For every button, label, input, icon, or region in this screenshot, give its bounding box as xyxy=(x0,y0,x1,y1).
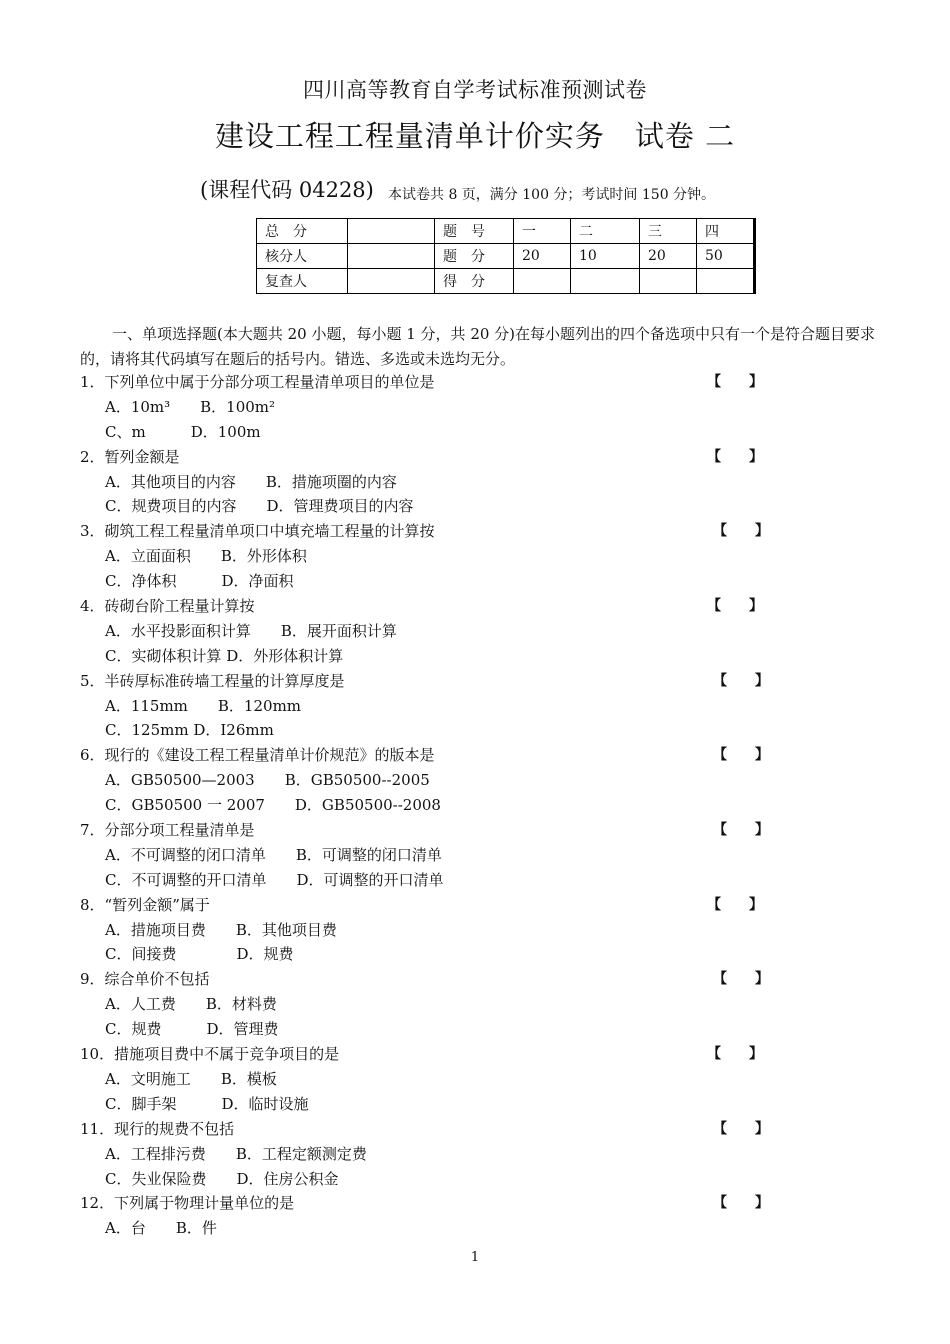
score-table-cell xyxy=(697,269,755,294)
question-list xyxy=(80,370,800,1241)
exam-paper-title: 建设工程工程量清单计价实务 试卷 二 xyxy=(214,119,736,153)
exam-note: 本试卷共 8 页，满分 100 分；考试时间 150 分钟。 xyxy=(388,187,716,203)
question-stem xyxy=(80,1117,800,1142)
question-text: 5．半砖厚标准砖墙工程量的计算厚度是 xyxy=(80,671,345,690)
question-text: 3．砌筑工程工程量清单项口中填充墙工程量的计算按 xyxy=(80,522,435,541)
answer-bracket[interactable]: 【 】 xyxy=(707,598,763,615)
answer-options: A．不可调整的闭口清单 B．可调整的闭口清单 xyxy=(105,845,442,864)
answer-bracket[interactable]: 【 】 xyxy=(707,374,763,390)
answer-options: A．立面面积 B．外形体积 xyxy=(105,547,307,566)
score-table-cell: 20 xyxy=(640,244,697,269)
question-stem xyxy=(80,1042,800,1067)
answer-options: A．台 B．件 xyxy=(105,1219,217,1238)
answer-bracket[interactable]: 【 】 xyxy=(713,1195,769,1212)
question-stem xyxy=(80,519,800,544)
score-table-cell: 题 分 xyxy=(435,244,514,269)
question-stem xyxy=(80,1191,800,1216)
answer-options: A．10m³ B．100m² xyxy=(105,397,276,416)
section-instructions xyxy=(80,322,880,372)
answer-bracket[interactable]: 【 】 xyxy=(713,747,769,764)
answer-bracket[interactable]: 【 】 xyxy=(707,896,763,913)
answer-bracket[interactable]: 【 】 xyxy=(713,971,769,988)
score-table-cell: 题 号 xyxy=(435,219,514,244)
answer-options: C．净体积 D．净面积 xyxy=(105,572,294,591)
answer-options: A．措施项目费 B．其他项目费 xyxy=(105,920,337,939)
score-table-cell xyxy=(514,269,571,294)
question-text: 4．砖砌台阶工程量计算按 xyxy=(80,597,255,616)
score-table-cell: 50 xyxy=(697,244,755,269)
score-table-cell xyxy=(348,269,435,294)
score-table-cell: 10 xyxy=(571,244,640,269)
answer-bracket[interactable]: 【 】 xyxy=(713,672,769,689)
score-table-cell: 四 xyxy=(697,219,755,244)
answer-options: C．GB50500 一 2007 D．GB50500--2008 xyxy=(105,796,441,815)
score-table-cell: 总 分 xyxy=(257,219,348,244)
answer-options: C、m D．100m xyxy=(105,422,261,441)
score-table-cell: 20 xyxy=(514,244,571,269)
score-table-row xyxy=(257,269,755,294)
question-text: 11．现行的规费不包括 xyxy=(80,1119,235,1138)
question-stem xyxy=(80,967,800,992)
score-table-cell xyxy=(640,269,697,294)
question-stem xyxy=(80,893,800,918)
question-stem xyxy=(80,445,800,470)
answer-options: C．规费项目的内容 D．管理费项目的内容 xyxy=(105,497,414,516)
score-table-row xyxy=(257,244,755,269)
question-text: 6．现行的《建设工程工程量清单计价规范》的版本是 xyxy=(80,746,435,765)
answer-options: C．脚手架 D．临时设施 xyxy=(105,1094,309,1113)
score-table xyxy=(256,218,756,294)
score-table-cell xyxy=(571,269,640,294)
score-table-cell: 复查人 xyxy=(257,269,348,294)
answer-bracket[interactable]: 【 】 xyxy=(713,1120,769,1137)
score-table-cell: 二 xyxy=(571,219,640,244)
question-text: 10．措施项目费中不属于竞争项目的是 xyxy=(80,1045,340,1064)
answer-bracket[interactable]: 【 】 xyxy=(713,822,769,839)
answer-bracket[interactable]: 【 】 xyxy=(713,523,769,540)
score-table-cell: 得 分 xyxy=(435,269,514,294)
question-stem xyxy=(80,370,800,395)
exam-series-title: 四川高等教育自学考试标准预测试卷 xyxy=(303,78,647,102)
answer-options: A．人工费 B．材料费 xyxy=(105,995,277,1014)
score-table-row xyxy=(257,219,755,244)
score-table-cell: 一 xyxy=(514,219,571,244)
answer-options: A．GB50500—2003 B．GB50500--2005 xyxy=(105,771,430,790)
answer-options: C．规费 D．管理费 xyxy=(105,1020,279,1039)
answer-options: A．115mm B．120mm xyxy=(105,696,302,715)
answer-options: A．工程排污费 B．工程定额测定费 xyxy=(105,1144,367,1163)
answer-options: C．间接费 D．规费 xyxy=(105,945,294,964)
answer-options: A．其他项目的内容 B．措施项圈的内容 xyxy=(105,472,397,491)
course-code: (课程代码 04228) xyxy=(200,178,374,202)
question-text: 1．下列单位中属于分部分项工程量清单项目的单位是 xyxy=(80,373,435,391)
question-text: 2．暂列金额是 xyxy=(80,447,180,466)
answer-options: C．125mm D．I26mm xyxy=(105,721,274,740)
question-stem xyxy=(80,669,800,694)
question-text: 9．综合单价不包括 xyxy=(80,970,210,989)
question-text: 8．“暂列金额”属于 xyxy=(80,895,210,914)
score-table-cell: 三 xyxy=(640,219,697,244)
score-table-cell xyxy=(348,244,435,269)
answer-bracket[interactable]: 【 】 xyxy=(707,1046,763,1063)
answer-options: A．文明施工 B．模板 xyxy=(105,1069,277,1088)
question-stem xyxy=(80,594,800,619)
question-stem xyxy=(80,743,800,768)
score-table-cell xyxy=(348,219,435,244)
question-stem xyxy=(80,818,800,843)
answer-options: C．失业保险费 D．住房公积金 xyxy=(105,1169,339,1188)
answer-options: C．不可调整的开口清单 D．可调整的开口清单 xyxy=(105,870,444,889)
question-text: 12．下列属于物理计量单位的是 xyxy=(80,1194,295,1213)
question-text: 7．分部分项工程量清单是 xyxy=(80,821,255,840)
answer-options: A．水平投影面积计算 B．展开面积计算 xyxy=(105,621,397,640)
answer-bracket[interactable]: 【 】 xyxy=(707,448,763,465)
instructions-text: 一、单项选择题(本大题共 20 小题，每小题 1 分，共 20 分)在每小题列出的四个备选项中只有一个是符合题目要求的，请将其代码填写在题后的括号内。错选、多选或未选均无分。 xyxy=(80,325,876,368)
score-table-cell: 核分人 xyxy=(257,244,348,269)
answer-options: C．实砌体积计算 D．外形体积计算 xyxy=(105,646,344,665)
page-number: 1 xyxy=(470,1250,480,1265)
